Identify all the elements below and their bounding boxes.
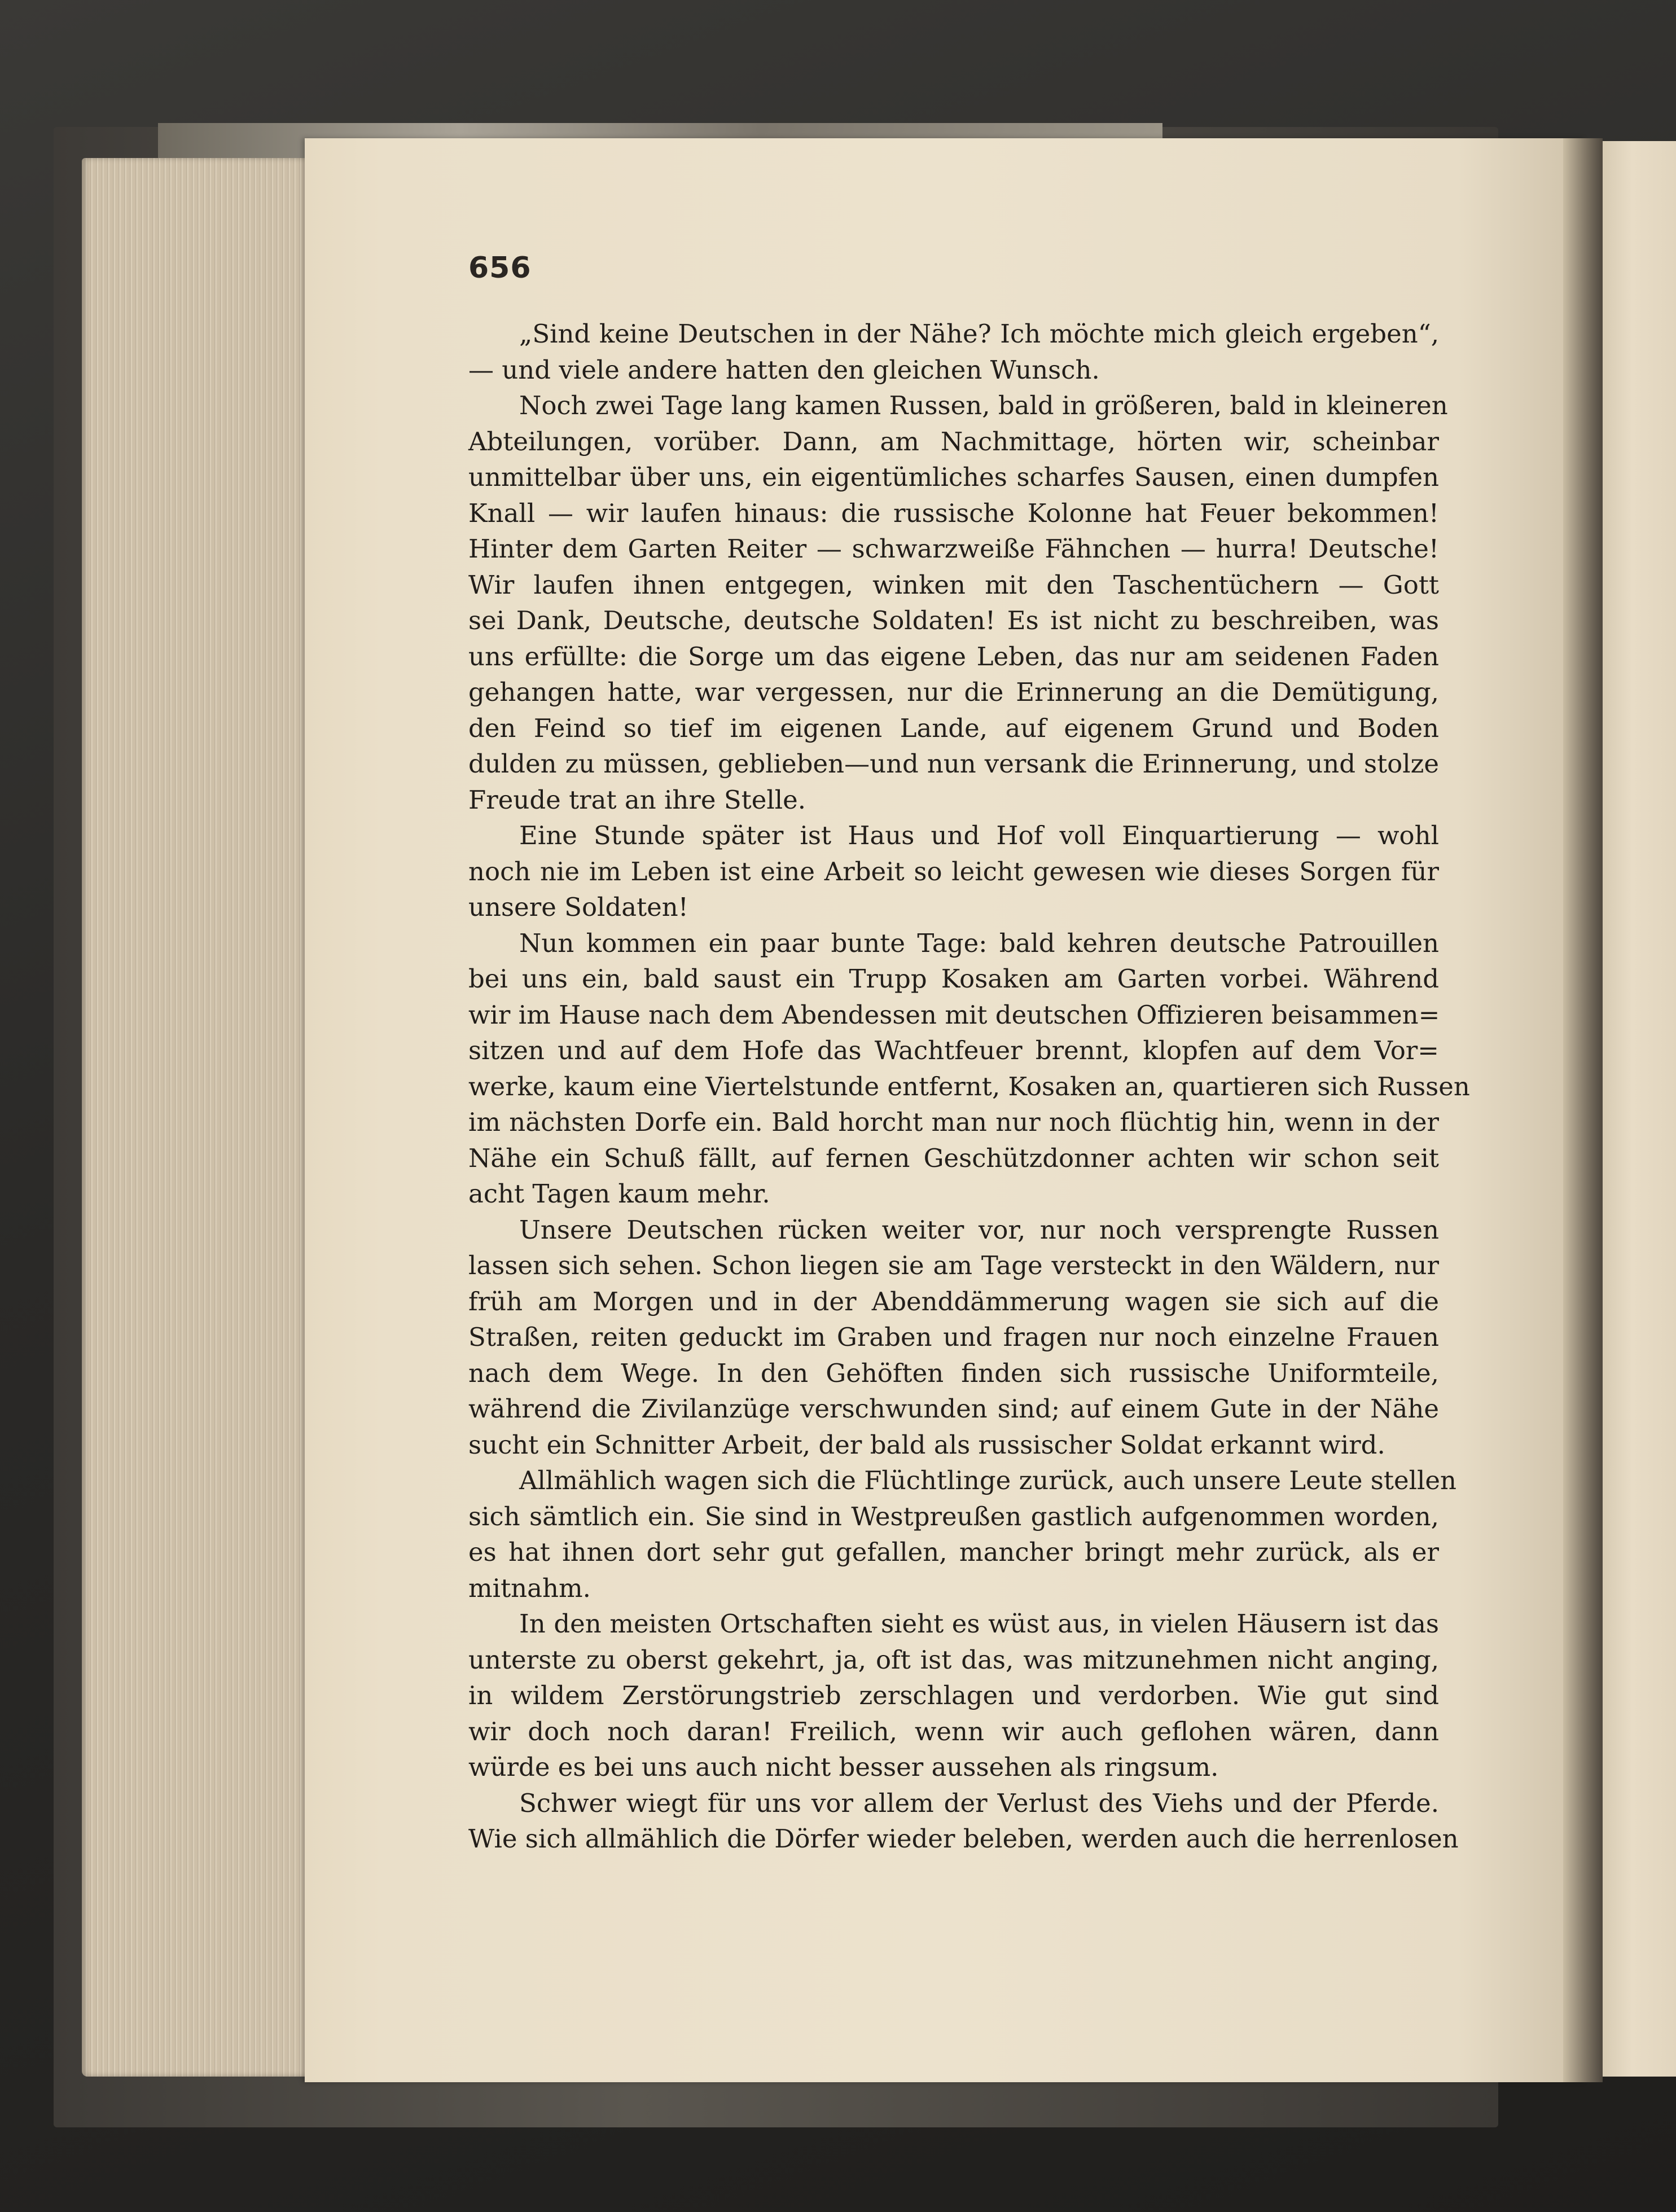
page-number: 656 xyxy=(468,251,532,285)
text-line: in wildem Zerstörungstrieb zerschlagen und verdorben. Wie gut sind xyxy=(468,1680,1439,1710)
text-line: gehangen hatte, war vergessen, nur die Erinnerung an die Demütigung, xyxy=(468,677,1439,707)
text-line: mitnahm. xyxy=(468,1573,591,1603)
text-line: lassen sich sehen. Schon liegen sie am Tage versteckt in den Wäldern, nur xyxy=(468,1250,1439,1280)
text-line: Noch zwei Tage lang kamen Russen, bald in größeren, bald in kleineren xyxy=(519,390,1448,420)
body-text xyxy=(468,316,1470,1857)
text-line: Straßen, reiten geduckt im Graben und fragen nur noch einzelne Frauen xyxy=(468,1322,1439,1352)
text-line: den Feind so tief im eigenen Lande, auf eigenem Grund und Boden xyxy=(468,713,1439,743)
text-line: früh am Morgen und in der Abenddämmerung wagen sie sich auf die xyxy=(468,1286,1439,1316)
text-line: es hat ihnen dort sehr gut gefallen, mancher bringt mehr zurück, als er xyxy=(468,1537,1439,1567)
text-line: sei Dank, Deutsche, deutsche Soldaten! Es ist nicht zu beschreiben, was xyxy=(468,605,1439,635)
text-line: noch nie im Leben ist eine Arbeit so leicht gewesen wie dieses Sorgen für xyxy=(468,856,1439,886)
text-line: Freude trat an ihre Stelle. xyxy=(468,784,806,815)
text-line: unterste zu oberst gekehrt, ja, oft ist das, was mitzunehmen nicht anging, xyxy=(468,1644,1439,1675)
text-line: wir doch noch daran! Freilich, wenn wir auch geflohen wären, dann xyxy=(468,1716,1439,1746)
text-line: bei uns ein, bald saust ein Trupp Kosaken am Garten vorbei. Während xyxy=(468,964,1439,994)
text-line: Knall — wir laufen hinaus: die russische Kolonne hat Feuer bekommen! xyxy=(468,498,1439,528)
text-line: unmittelbar über uns, ein eigentümliches scharfes Sausen, einen dumpfen xyxy=(468,462,1439,492)
text-line: acht Tagen kaum mehr. xyxy=(468,1179,770,1209)
text-line: sich sämtlich ein. Sie sind in Westpreußen gastlich aufgenommen worden, xyxy=(468,1501,1439,1531)
text-line: Nähe ein Schuß fällt, auf fernen Geschützdonner achten wir schon seit xyxy=(468,1143,1439,1173)
page-edges xyxy=(82,158,313,2077)
text-line: nach dem Wege. In den Gehöften finden sich russische Uniformteile, xyxy=(468,1358,1439,1388)
text-line: im nächsten Dorfe ein. Bald horcht man nur noch flüchtig hin, wenn in der xyxy=(468,1107,1439,1137)
text-line: sucht ein Schnitter Arbeit, der bald als russischer Soldat erkannt wird. xyxy=(468,1429,1385,1460)
text-line: während die Zivilanzüge verschwunden sind; auf einem Gute in der Nähe xyxy=(468,1394,1439,1424)
text-line: würde es bei uns auch nicht besser aussehen als ringsum. xyxy=(468,1752,1219,1782)
text-line: — und viele andere hatten den gleichen Wunsch. xyxy=(468,354,1100,385)
book-gutter xyxy=(1563,138,1603,2082)
text-line: uns erfüllte: die Sorge um das eigene Leben, das nur am seidenen Faden xyxy=(468,641,1439,672)
text-line: wir im Hause nach dem Abendessen mit deutschen Offizieren beisammen= xyxy=(468,999,1440,1030)
text-line: unsere Soldaten! xyxy=(468,892,688,922)
text-line: „Sind keine Deutschen in der Nähe? Ich möchte mich gleich ergeben“, xyxy=(519,319,1439,349)
text-line: sitzen und auf dem Hofe das Wachtfeuer brennt, klopfen auf dem Vor= xyxy=(468,1035,1439,1065)
text-line: Wie sich allmählich die Dörfer wieder beleben, werden auch die herrenlosen xyxy=(468,1824,1459,1854)
text-line: Nun kommen ein paar bunte Tage: bald kehren deutsche Patrouillen xyxy=(519,928,1439,958)
text-line: dulden zu müssen, geblieben—und nun versank die Erinnerung, und stolze xyxy=(468,749,1439,779)
text-line: Allmählich wagen sich die Flüchtlinge zurück, auch unsere Leute stellen xyxy=(519,1465,1457,1495)
text-line: Schwer wiegt für uns vor allem der Verlust des Viehs und der Pferde. xyxy=(519,1788,1439,1818)
text-line: In den meisten Ortschaften sieht es wüst aus, in vielen Häusern ist das xyxy=(519,1609,1439,1639)
text-line: Unsere Deutschen rücken weiter vor, nur noch versprengte Russen xyxy=(519,1214,1439,1245)
text-line: Abteilungen, vorüber. Dann, am Nachmittage, hörten wir, scheinbar xyxy=(468,426,1439,457)
text-line: Wir laufen ihnen entgegen, winken mit den Taschentüchern — Gott xyxy=(468,569,1439,600)
text-line: Eine Stunde später ist Haus und Hof voll Einquartierung — wohl xyxy=(519,820,1439,850)
facing-page-edge xyxy=(1603,141,1676,2077)
text-line: werke, kaum eine Viertelstunde entfernt, Kosaken an, quartieren sich Russen xyxy=(468,1071,1470,1101)
text-line: Hinter dem Garten Reiter — schwarzweiße Fähnchen — hurra! Deutsche! xyxy=(468,534,1439,564)
